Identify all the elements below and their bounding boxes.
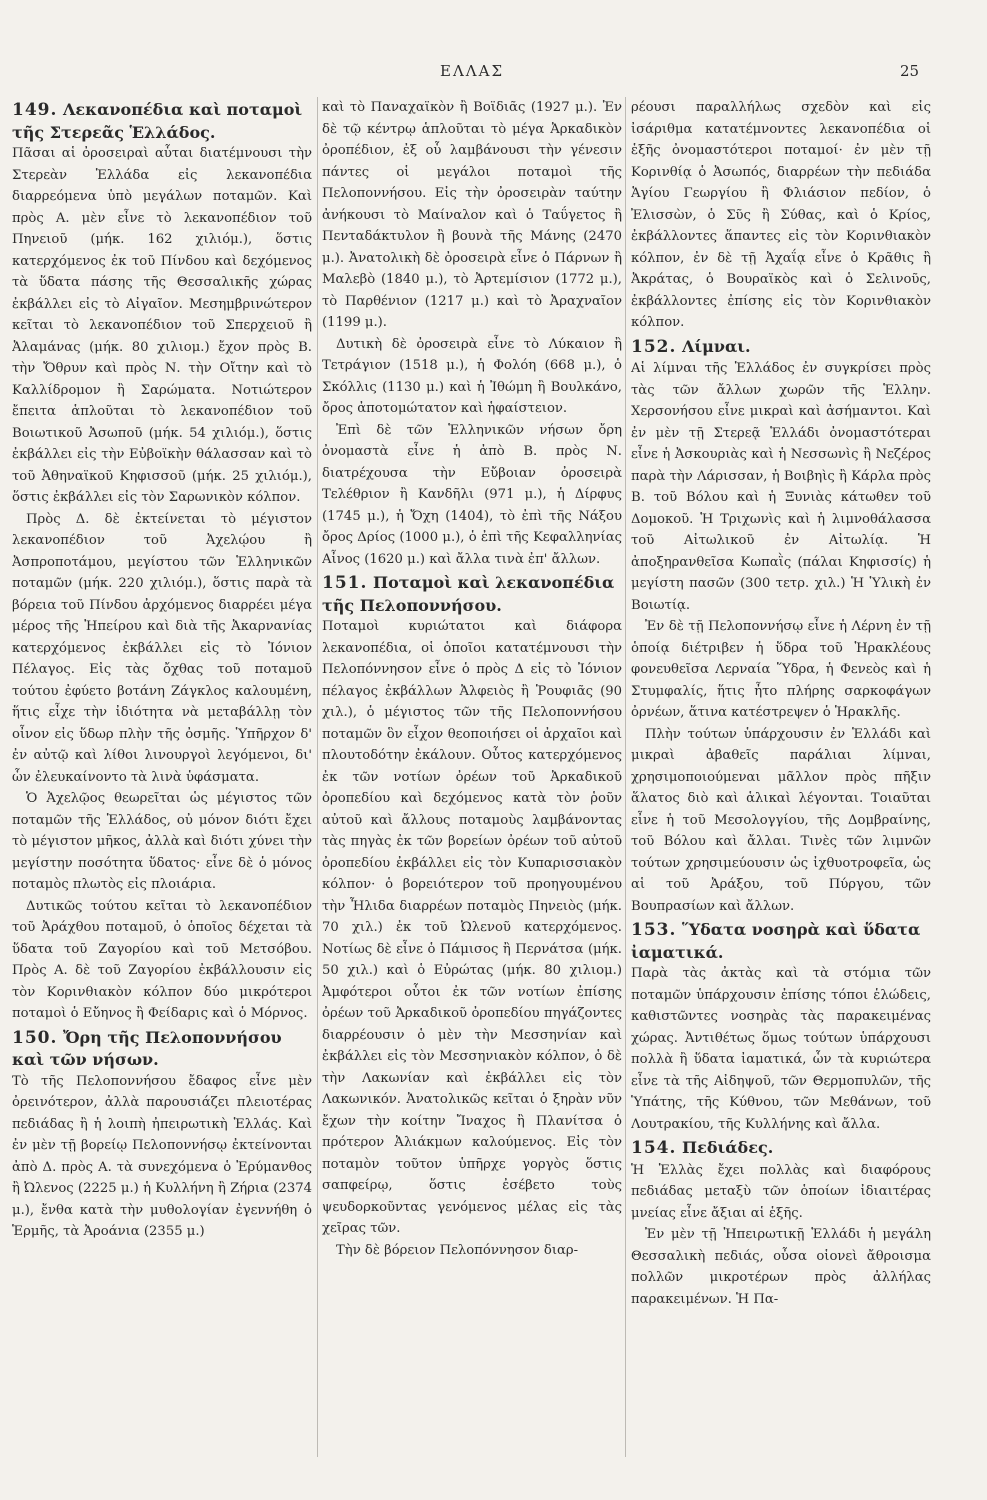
section-title: Λεκανοπέδια καὶ ποταμοὶ τῆς Στερεᾶς Ἑλλάδος. <box>12 100 303 142</box>
paragraph: Πλὴν τούτων ὑπάρχουσιν ἐν Ἑλλάδι καὶ μικραὶ ἀβαθεῖς παράλιαι λίμναι, χρησιμοποιούμεναι μᾶλλον πρὸς πῆξιν ἅλατος διὸ καὶ ἁλικαὶ λέγονται. Τοιαῦται εἶνε ἡ τοῦ Μεσολογγίου, τῆς Δομβραίνης, τοῦ Βόλου καὶ ἄλλαι. Τινὲς τῶν λιμνῶν τούτων χρησιμεύουσιν ὡς ἰχθυοτροφεῖα, ὡς αἱ τοῦ Ἀράξου, τοῦ Πύργου, τῶν Βουπρασίων καὶ ἄλλων. <box>631 726 931 914</box>
paragraph: Παρὰ τὰς ἀκτὰς καὶ τὰ στόμια τῶν ποταμῶν ὑπάρχουσιν ἐπίσης τόποι ἑλώδεις, καθιστῶντες νοσηρὰς τὰς παρακειμένας χώρας. Ἀντιθέτως ὅμως τούτων ὑπάρχουσι πολλὰ ἢ ὕδατα ἰαματικά, ὧν τὰ κυριώτερα εἶνε τὰ τῆς Αἰδηψοῦ, τῶν Θερμοπυλῶν, τῆς Ὑπάτης, τῆς Κύθνου, τῶν Μεθάνων, τοῦ Λουτρακίου, τῆς Κυλλήνης καὶ ἄλλα. <box>631 966 931 1132</box>
paragraph: Τὸ τῆς Πελοποννήσου ἔδαφος εἶνε μὲν ὀρεινότερον, ἀλλὰ παρουσιάζει πλειοτέρας πεδιάδας ἢ ἡ λοιπὴ ἠπειρωτικὴ Ἑλλάς. Καὶ ἐν μὲν τῇ βορείῳ Πελοποννήσῳ ἐκτείνονται ἀπὸ Δ. πρὸς Α. τὰ συνεχόμενα ὁ Ἐρύμανθος ἢ Ὠλενος (2225 μ.) ἡ Κυλλήνη ἢ Ζήρια (2374 μ.), ἔνθα κατὰ τὴν μυθολογίαν ἐγεννήθη ὁ Ἑρμῆς, τὰ Ἀροάνια (2355 μ.) <box>12 1073 312 1239</box>
section-title: Ποταμοὶ καὶ λεκανοπέδια τῆς Πελοποννήσου. <box>322 573 615 615</box>
page-number: 25 <box>900 62 920 80</box>
paragraph: Ἡ Ἑλλὰς ἔχει πολλὰς καὶ διαφόρους πεδιάδας μεταξὺ τῶν ὁποίων ἰδιαιτέρας μνείας εἶνε ἄξιαι αἱ ἑξῆς. <box>631 1162 931 1221</box>
page-header <box>0 62 987 86</box>
column-right <box>631 97 931 1462</box>
running-title: ΕΛΛΑΣ <box>440 62 505 80</box>
paragraph: Πρὸς Δ. δὲ ἐκτείνεται τὸ μέγιστον λεκανοπέδιον τοῦ Ἀχελῴου ἢ Ἀσπροποτάμου, μεγίστου τῶν Ἑλληνικῶν ποταμῶν (μήκ. 220 χιλιόμ.), ὅστις παρὰ τὰ βόρεια τοῦ Πίνδου ἀρχόμενος διαρρέει μέγα μέρος τῆς Ἠπείρου καὶ διὰ τῆς Ἀκαρνανίας κατερχόμενος ἐκβάλλει εἰς τὸ Ἰόνιον Πέλαγος. Εἰς τὰς ὄχθας τοῦ ποταμοῦ τούτου ἐφύετο βοτάνη Ζάγκλος καλουμένη, ἥτις εἶχε τὴν ἰδιότητα νὰ μεταβάλλῃ τὸν οἶνον εἰς ὕδωρ πλὴν τῆς ὀσμῆς. Ὑπῆρχον δ' ἐν αὐτῷ καὶ λίθοι λινουργοὶ λεγόμενοι, δι' ὧν ἐλευκαίνοντο τὰ λινὰ ὑφάσματα. <box>12 511 312 785</box>
section-number: 153. <box>631 920 677 940</box>
section-heading-154 <box>631 1137 931 1160</box>
column-divider <box>625 97 626 1457</box>
section-number: 151. <box>322 573 368 593</box>
paragraph: Ἐπὶ δὲ τῶν Ἑλληνικῶν νήσων ὄρη ὀνομαστὰ εἶνε ἡ ἀπὸ Β. πρὸς Ν. διατρέχουσα τὴν Εὔβοιαν ὀροσειρὰ Τελέθριον ἢ Κανδῆλι (971 μ.), ἡ Δίρφυς (1745 μ.), ἡ Ὄχη (1404), τὸ ἐπὶ τῆς Νάξου ὄρος Δρίος (1000 μ.), ὁ ἐπὶ τῆς Κεφαλληνίας Αἶνος (1620 μ.) καὶ ἄλλα τινὰ ἐπ' ἄλλων. <box>322 422 622 567</box>
section-title: Λίμναι. <box>681 336 751 356</box>
section-heading-151 <box>322 572 622 616</box>
paragraph: Ἐν δὲ τῇ Πελοποννήσῳ εἶνε ἡ Λέρνη ἐν τῇ ὁποίᾳ διέτριβεν ἡ ὕδρα τοῦ Ἡρακλέους φονευθεῖσα Λερναία Ὕδρα, ἡ Φενεὸς καὶ ἡ Στυμφαλίς, ἥτις ἦτο πλήρης σαρκοφάγων ὀρνέων, ἅτινα κατέστρεψεν ὁ Ἡρακλῆς. <box>631 619 931 720</box>
paragraph: Ποταμοὶ κυριώτατοι καὶ διάφορα λεκανοπέδια, οἱ ὁποῖοι κατατέμνουσι τὴν Πελοπόννησον εἶνε ὁ πρὸς Δ εἰς τὸ Ἰόνιον πέλαγος ἐκβάλλων Ἀλφειὸς ἢ Ῥουφιᾶς (90 χιλ.), ὁ μέγιστος τῶν τῆς Πελοποννήσου ποταμῶν ὃν εἶχον θεοποιήσει οἱ ἀρχαῖοι καὶ πλουτοδότην ἐκάλουν. Οὗτος κατερχόμενος ἐκ τῶν νοτίων ὀρέων τοῦ Ἀρκαδικοῦ ὀροπεδίου καὶ δεχόμενος κατὰ τὸν ῥοῦν αὐτοῦ καὶ ἄλλους ποταμοὺς λαμβάνοντας τὰς πηγὰς ἐκ τῶν βορείων ὀρέων τοῦ αὐτοῦ ὀροπεδίου ἐκβάλλει εἰς τὸν Κυπαρισσιακὸν κόλπον· ὁ βορειότερον τοῦ προηγουμένου τὴν Ἦλιδα διαρρέων ποταμὸς Πηνειὸς (μήκ. 70 χιλ.) ἐκ τοῦ Ὠλενοῦ κατερχόμενος. Νοτίως δὲ εἶνε ὁ Πάμισος ἢ Περνάτσα (μήκ. 50 χιλ.) καὶ ὁ Εὐρώτας (μήκ. 80 χιλιομ.) Ἀμφότεροι οὗτοι ἐκ τῶν νοτίων ἐπίσης ὀρέων τοῦ Ἀρκαδικοῦ ὀροπεδίου πηγάζοντες διαρρέουσιν ὁ μὲν τὴν Μεσσηνίαν καὶ ἐκβάλλει εἰς τὸν Μεσσηνιακὸν κόλπον, ὁ δὲ τὴν Λακωνίαν καὶ ἐκβάλλει εἰς τὸν Λακωνικόν. Ἀνατολικῶς κεῖται ὁ ξηρὰν νῦν ἔχων τὴν κοίτην Ἴναχος ἢ Πλανίτσα ὁ πρότερον Ἀλιάκμων καλούμενος. Εἰς τὸν ποταμὸν τοῦτον ὑπῆρχε γοργὸς ὅστις σαπφείρῳ, ὅστις ἐσέβετο τοὺς ψευδορκοῦντας γενόμενος μέλας εἰς τὰς χεῖρας τῶν. <box>322 619 622 1236</box>
paragraph: Ἐν μὲν τῇ Ἠπειρωτικῇ Ἑλλάδι ἡ μεγάλη Θεσσαλικὴ πεδιάς, οὖσα οἱονεὶ ἄθροισμα πολλῶν μικροτέρων πρὸς ἀλλήλας παρακειμένων. Ἡ Πα- <box>631 1227 931 1307</box>
section-title: Ὄρη τῆς Πελοποννήσου καὶ τῶν νήσων. <box>12 1027 282 1069</box>
paragraph: Τὴν δὲ βόρειον Πελοπόννησον διαρ- <box>336 1242 579 1258</box>
paragraph: Αἱ λίμναι τῆς Ἑλλάδος ἐν συγκρίσει πρὸς τὰς τῶν ἄλλων χωρῶν τῆς Ἑλλην. Χερσονήσου εἶνε μικραὶ καὶ ἀσήμαντοι. Καὶ ἐν μὲν τῇ Στερεᾷ Ἑλλάδι ὀνομαστότεραι εἶνε ἡ Ἀσκουριὰς καὶ ἡ Νεσσωνὶς ἢ Νεζέρος παρὰ τὴν Λάρισσαν, ἡ Βοιβηὶς ἢ Κάρλα πρὸς Β. τοῦ Βόλου καὶ ἡ Ξυνιὰς κάτωθεν τοῦ Δομοκοῦ. Ἡ Τριχωνὶς καὶ ἡ λιμνοθάλασσα τοῦ Αἰτωλικοῦ ἐν Αἰτωλίᾳ. Ἡ ἀποξηρανθεῖσα Κωπαῒς (πάλαι Κηφισσίς) ἡ μεγίστη πασῶν (300 τετρ. χιλ.) Ἡ Ὑλικὴ ἐν Βοιωτίᾳ. <box>631 361 931 613</box>
paragraph: Δυτικὴ δὲ ὀροσειρὰ εἶνε τὸ Λύκαιον ἢ Τετράγιον (1518 μ.), ἡ Φολόη (668 μ.), ὁ Σκόλλις (1130 μ.) καὶ ἡ Ἰθώμη ἢ Βουλκάνο, ὄρος ἀποτομώτατον καὶ ἡφαίστειον. <box>322 336 622 416</box>
section-heading-153 <box>631 919 931 963</box>
section-number: 152. <box>631 336 677 357</box>
paragraph: Πᾶσαι αἱ ὀροσειραὶ αὗται διατέμνουσι τὴν Στερεὰν Ἑλλάδα εἰς λεκανοπέδια διαρρεόμενα ὑπὸ μεγάλων ποταμῶν. Καὶ πρὸς Α. μὲν εἶνε τὸ λεκανοπέδιον τοῦ Πηνειοῦ (μήκ. 162 χιλιόμ.), ὅστις κατερχόμενος ἐκ τοῦ Πίνδου καὶ δεχόμενος τὰ ὕδατα πάσης τῆς Θεσσαλικῆς χώρας ἐκβάλλει εἰς τὸ Αἰγαῖον. Μεσημβρινώτερον κεῖται τὸ λεκανοπέδιον τοῦ Σπερχειοῦ ἢ Ἀλαμάνας (μήκ. 80 χιλιομ.) ἔχον πρὸς Β. τὴν Ὄθρυν καὶ πρὸς Ν. τὴν Οἴτην καὶ τὸ Καλλίδρομον ἢ Σαρώματα. Νοτιώτερον ἔπειτα ἁπλοῦται τὸ λεκανοπέδιον τοῦ Βοιωτικοῦ Ἀσωποῦ (μήκ. 54 χιλιόμ.), ὅστις ἐκβάλλει εἰς τὴν Εὐβοϊκὴν θάλασσαν καὶ τὸ τοῦ Ἀθηναϊκοῦ Κηφισσοῦ (μήκ. 25 χιλιόμ.), ὅστις ἐκβάλλει εἰς τὸν Σαρωνικὸν κόλπον. <box>12 146 312 505</box>
column-middle <box>322 97 622 1462</box>
paragraph: Ὁ Ἀχελῷος θεωρεῖται ὡς μέγιστος τῶν ποταμῶν τῆς Ἑλλάδος, οὐ μόνον διότι ἔχει τὸ μέγιστον μῆκος, ἀλλὰ καὶ διότι χύνει τὴν μεγίστην ποσότητα ὕδατος· εἶνε δὲ ὁ μόνος ποταμὸς πλωτὸς εἰς πλοιάρια. <box>12 791 312 892</box>
section-heading-149 <box>12 99 312 143</box>
section-title: Ὕδατα νοσηρὰ καὶ ὕδατα ἰαματικά. <box>631 920 921 962</box>
section-number: 154. <box>631 1138 677 1158</box>
section-number: 149. <box>12 100 58 120</box>
column-left <box>12 97 312 1462</box>
column-divider <box>317 97 318 1457</box>
paragraph: Δυτικῶς τούτου κεῖται τὸ λεκανοπέδιον τοῦ Ἀράχθου ποταμοῦ, ὁ ὁποῖος δέχεται τὰ ὕδατα τοῦ Ζαγορίου καὶ τοῦ Μετσόβου. Πρὸς Α. δὲ τοῦ Ζαγορίου ἐκβάλλουσιν εἰς τὸν Κορινθιακὸν κόλπον δύο μικρότεροι ποταμοὶ ὁ Εὔηνος ἢ Φείδαρις καὶ ὁ Μόρνος. <box>12 898 312 1021</box>
section-title: Πεδιάδες. <box>681 1138 774 1157</box>
paragraph: καὶ τὸ Παναχαϊκὸν ἢ Βοϊδιᾶς (1927 μ.). Ἐν δὲ τῷ κέντρῳ ἁπλοῦται τὸ μέγα Ἀρκαδικὸν ὀροπέδιον, ἐξ οὗ λαμβάνουσι τὴν γένεσιν πάντες οἱ μεγάλοι ποταμοὶ τῆς Πελοποννήσου. Εἰς τὴν ὀροσειρὰν ταύτην ἀνήκουσι τὸ Μαίναλον καὶ ὁ Ταΰγετος ἢ Πενταδάκτυλον ἢ βουνὰ τῆς Μάνης (2470 μ.). Ἀνατολικὴ δὲ ὀροσειρὰ εἶνε ὁ Πάρνων ἢ Μαλεβὸ (1840 μ.), τὸ Ἀρτεμίσιον (1772 μ.), τὸ Παρθένιον (1217 μ.) καὶ τὸ Ἀραχναῖον (1199 μ.). <box>322 100 622 330</box>
section-heading-150 <box>12 1027 312 1071</box>
section-number: 150. <box>12 1027 58 1048</box>
section-heading-152 <box>631 336 931 359</box>
paragraph: ρέουσι παραλλήλως σχεδὸν καὶ εἰς ἰσάριθμα κατατέμνοντες λεκανοπέδια οἱ ἑξῆς ὀνομαστότεροι ποταμοί· ἐν μὲν τῇ Κορινθίᾳ ὁ Ἀσωπός, διαρρέων τὴν πεδιάδα Ἁγίου Γεωργίου ἢ Φλιάσιον πεδίον, ὁ Ἐλισσὼν, ὁ Σῦς ἢ Σύθας, καὶ ὁ Κρίος, ἐκβάλλοντες ἅπαντες εἰς τὸν Κορινθιακὸν κόλπον, ἐν δὲ τῇ Ἀχαΐᾳ εἶνε ὁ Κρᾶθις ἢ Ἀκράτας, ὁ Βουραϊκὸς καὶ ὁ Σελινοῦς, ἐκβάλλοντες ἐπίσης εἰς τὸν Κορινθιακὸν κόλπον. <box>631 100 931 330</box>
